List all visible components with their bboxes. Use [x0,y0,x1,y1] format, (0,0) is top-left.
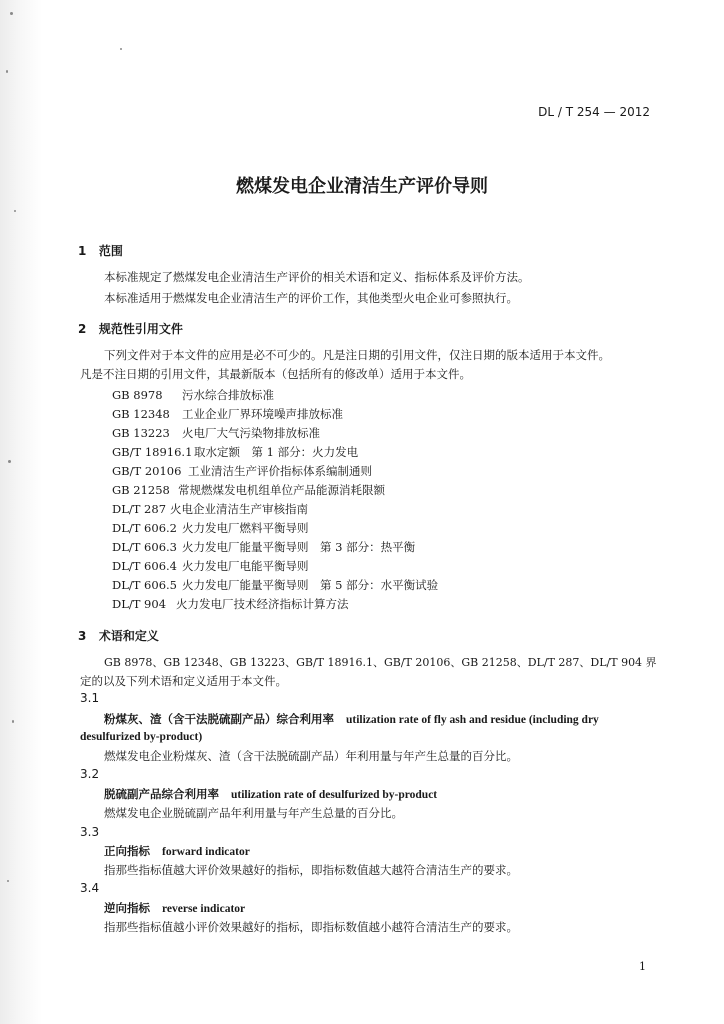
section-title: 规范性引用文件 [98,322,183,336]
paragraph-continuation: 定的以及下列术语和定义适用于本文件。 [80,674,287,688]
section-title: 范围 [98,244,123,258]
section-3-heading [78,627,159,644]
reference-code: GB/T 18916.1 [112,445,193,459]
section-number: 2 [78,322,87,336]
reference-title: 污水综合排放标准 [182,388,274,402]
scan-speck [10,12,13,15]
term-heading [104,786,437,802]
reference-item [112,387,274,403]
reference-item [112,558,309,574]
term-definition: 燃煤发电企业脱硫副产品年利用量与年产生总量的百分比。 [104,806,403,820]
term-en: utilization rate of desulfurized by-product [231,789,438,801]
section-2-heading [78,320,183,337]
term-zh: 粉煤灰、渣（含干法脱硫副产品）综合利用率 [104,712,334,726]
reference-item [112,501,308,517]
reference-code: DL/T 904 [112,597,167,611]
scan-speck [6,70,8,73]
term-definition: 指那些指标值越小评价效果越好的指标，即指标数值越小越符合清洁生产的要求。 [104,920,518,934]
section-title: 术语和定义 [98,629,159,643]
reference-code: DL/T 287 [112,502,167,516]
clause-number: 3.3 [80,825,100,839]
clause-number: 3.4 [80,881,100,895]
paragraph: 本标准适用于燃煤发电企业清洁生产的评价工作，其他类型火电企业可参照执行。 [104,291,518,305]
reference-title: 火电企业清洁生产审核指南 [170,502,308,516]
reference-code: GB/T 20106 [112,464,182,478]
reference-item [112,596,349,612]
term-zh: 脱硫副产品综合利用率 [104,787,219,801]
reference-code: DL/T 606.3 [112,540,177,554]
reference-item [112,463,372,479]
reference-title: 火力发电厂技术经济指标计算方法 [176,597,349,611]
reference-item [112,425,320,441]
reference-code: GB 12348 [112,407,170,421]
paragraph-continuation: 凡是不注日期的引用文件，其最新版本（包括所有的修改单）适用于本文件。 [80,367,471,381]
reference-title: 工业企业厂界环境噪声排放标准 [182,407,343,421]
paragraph: GB 8978、GB 12348、GB 13223、GB/T 18916.1、GB/T 20106、GB 21258、DL/T 287、DL/T 904 界 [104,656,657,669]
reference-item [112,539,415,555]
scan-speck [14,210,16,212]
reference-title: 火力发电厂能量平衡导则 第 3 部分：热平衡 [182,540,416,554]
reference-title: 火电厂大气污染物排放标准 [182,426,320,440]
reference-title: 火力发电厂能量平衡导则 第 5 部分：水平衡试验 [182,578,439,592]
reference-title: 火力发电厂燃料平衡导则 [182,521,309,535]
term-en: utilization rate of fly ash and residue (including dry [346,714,599,726]
scan-binding-edge [0,0,42,1024]
term-definition: 指那些指标值越大评价效果越好的指标，即指标数值越大越符合清洁生产的要求。 [104,863,518,877]
reference-code: GB 8978 [112,388,163,402]
term-en: forward indicator [162,846,250,858]
section-number: 3 [78,629,87,643]
page-number: 1 [639,960,646,973]
reference-code: GB 21258 [112,483,170,497]
reference-code: DL/T 606.2 [112,521,177,535]
reference-code: DL/T 606.5 [112,578,177,592]
reference-item [112,444,358,460]
scan-speck [12,720,14,723]
clause-number: 3.1 [80,691,100,705]
term-heading [104,711,599,727]
standard-code: DL / T 254 — 2012 [538,105,650,119]
term-zh: 正向指标 [104,844,150,858]
reference-item [112,520,309,536]
reference-item [112,577,438,593]
paragraph: 下列文件对于本文件的应用是必不可少的。凡是注日期的引用文件，仅注日期的版本适用于本文件。 [104,348,610,362]
term-zh: 逆向指标 [104,901,150,915]
reference-title: 工业清洁生产评价指标体系编制通则 [188,464,372,478]
scan-speck [8,460,11,463]
term-heading [104,843,250,859]
reference-code: GB 13223 [112,426,170,440]
reference-code: DL/T 606.4 [112,559,177,573]
reference-item [112,482,385,498]
document-title: 燃煤发电企业清洁生产评价导则 [236,176,488,197]
reference-item [112,406,343,422]
term-heading [104,900,245,916]
term-definition: 燃煤发电企业粉煤灰、渣（含干法脱硫副产品）年利用量与年产生总量的百分比。 [104,749,518,763]
scan-speck [7,880,9,882]
section-1-heading [78,242,123,259]
reference-title: 火力发电厂电能平衡导则 [182,559,309,573]
reference-title: 取水定额 第 1 部分：火力发电 [194,445,359,459]
reference-title: 常规燃煤发电机组单位产品能源消耗限额 [178,483,385,497]
term-en-continuation: desulfurized by-product) [80,731,203,743]
scan-speck [120,48,122,50]
section-number: 1 [78,244,87,258]
clause-number: 3.2 [80,767,100,781]
term-en: reverse indicator [162,903,246,915]
paragraph: 本标准规定了燃煤发电企业清洁生产评价的相关术语和定义、指标体系及评价方法。 [104,270,530,284]
